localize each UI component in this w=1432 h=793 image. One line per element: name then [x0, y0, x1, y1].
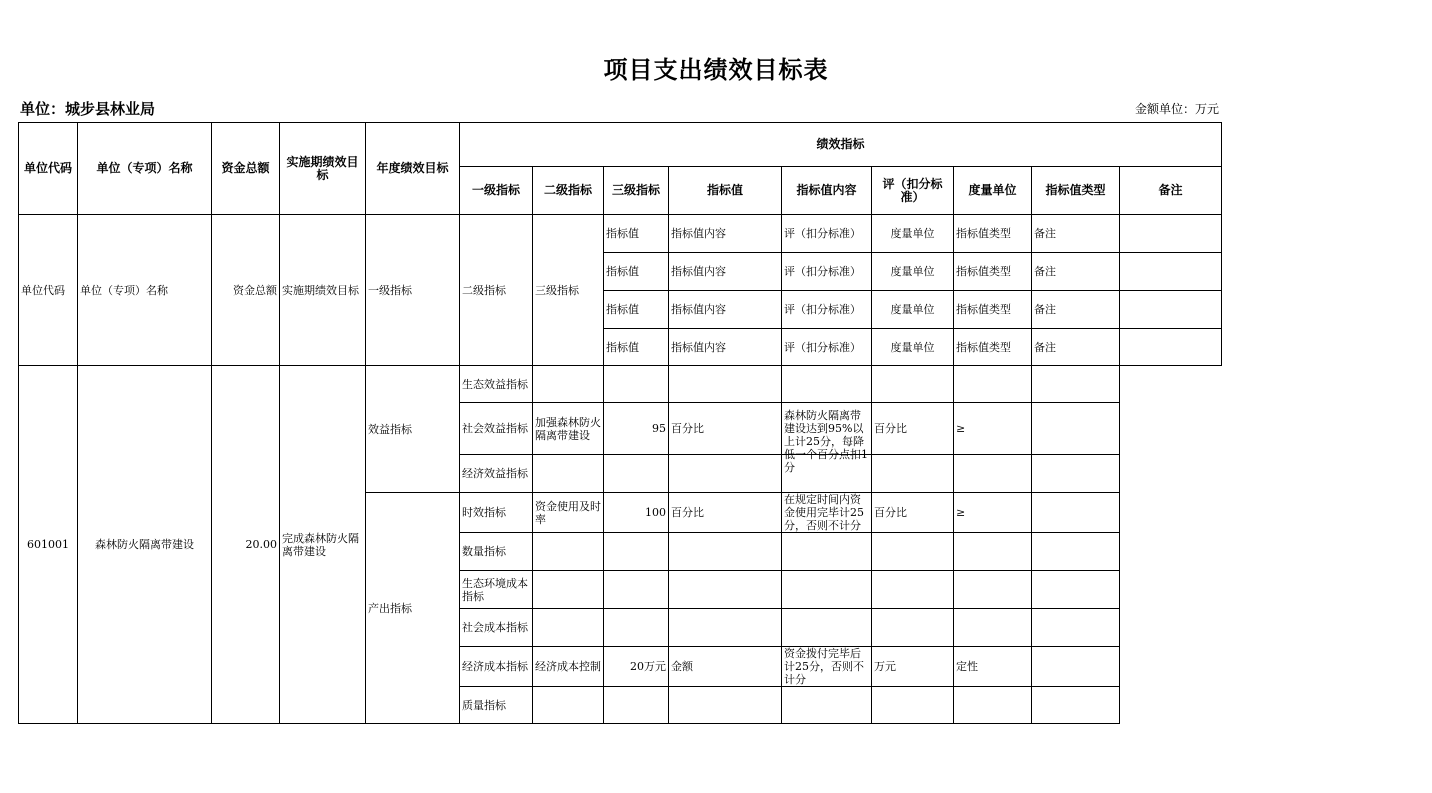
performance-table — [18, 122, 1222, 724]
indicator-level1: 效益指标 — [366, 366, 460, 493]
indicator-value-content — [669, 571, 782, 609]
scoring-text: 在规定时间内资金使用完毕计25分，否则不计分 — [784, 493, 864, 532]
indicator-scoring — [782, 571, 872, 609]
indicator-remark — [1032, 687, 1120, 724]
indicator-measure-unit — [872, 455, 954, 493]
template-cell-level3: 指标值 — [604, 291, 669, 329]
indicator-measure-unit: 万元 — [872, 647, 954, 687]
indicator-remark — [1032, 647, 1120, 687]
indicator-level2: 经济效益指标 — [460, 455, 533, 493]
template-cell-value: 指标值内容 — [669, 253, 782, 291]
indicator-scoring — [782, 687, 872, 724]
template-annual-goal: 一级指标 — [366, 215, 460, 366]
indicator-value-type: ≥ — [954, 403, 1032, 455]
indicator-scoring — [782, 366, 872, 403]
template-cell-value-content: 评（扣分标准） — [782, 253, 872, 291]
template-cell-value: 指标值内容 — [669, 329, 782, 366]
indicator-remark — [1032, 609, 1120, 647]
indicator-scoring — [782, 493, 872, 533]
header-annual-goal: 年度绩效目标 — [366, 123, 460, 215]
indicator-value: 95 — [604, 403, 669, 455]
template-level2: 三级指标 — [533, 215, 604, 366]
header-remark: 备注 — [1120, 167, 1222, 215]
indicator-value-type — [954, 687, 1032, 724]
indicator-level3 — [533, 687, 604, 724]
indicator-remark — [1032, 493, 1120, 533]
scoring-text: 森林防火隔离带建设达到95%以上计25分，每降低一个百分点扣1分 — [784, 408, 868, 474]
indicator-value: 20万元 — [604, 647, 669, 687]
indicator-value-content: 金额 — [669, 647, 782, 687]
template-cell-remark — [1120, 291, 1222, 329]
project-unit-code: 601001 — [19, 366, 78, 724]
template-cell-scoring: 度量单位 — [872, 215, 954, 253]
indicator-value — [604, 533, 669, 571]
indicator-value — [604, 571, 669, 609]
header-period-goal: 实施期绩效目标 — [280, 123, 366, 215]
indicator-measure-unit — [872, 366, 954, 403]
indicator-value-content: 百分比 — [669, 403, 782, 455]
template-cell-value-type: 备注 — [1032, 253, 1120, 291]
template-cell-value-type: 备注 — [1032, 291, 1120, 329]
indicator-measure-unit — [872, 533, 954, 571]
indicator-value-type — [954, 366, 1032, 403]
amount-unit-label: 金额单位：万元 — [1134, 102, 1219, 116]
indicator-value-content — [669, 366, 782, 403]
indicator-scoring — [782, 609, 872, 647]
template-cell-level3: 指标值 — [604, 215, 669, 253]
indicator-level3 — [533, 609, 604, 647]
indicator-level3: 经济成本控制 — [533, 647, 604, 687]
indicator-value — [604, 687, 669, 724]
header-total-funds: 资金总额 — [212, 123, 280, 215]
template-cell-remark — [1120, 329, 1222, 366]
project-period-goal: 完成森林防火隔离带建设 — [280, 366, 366, 724]
indicator-value: 100 — [604, 493, 669, 533]
indicator-value-type: ≥ — [954, 493, 1032, 533]
indicator-level3: 资金使用及时率 — [533, 493, 604, 533]
indicator-scoring — [782, 403, 872, 474]
template-cell-value-type: 备注 — [1032, 215, 1120, 253]
header-unit-name: 单位（专项）名称 — [78, 123, 212, 215]
unit-label: 单位：城步县林业局 — [20, 100, 156, 118]
project-unit-name: 森林防火隔离带建设 — [78, 366, 212, 724]
template-cell-value-content: 评（扣分标准） — [782, 329, 872, 366]
template-period-goal: 实施期绩效目标 — [280, 215, 366, 366]
page-title: 项目支出绩效目标表 — [603, 55, 829, 84]
indicator-value-type: 定性 — [954, 647, 1032, 687]
indicator-value-type — [954, 609, 1032, 647]
template-cell-value-content: 评（扣分标准） — [782, 291, 872, 329]
indicator-level3: 加强森林防火隔离带建设 — [533, 403, 604, 455]
indicator-value — [604, 609, 669, 647]
indicator-remark — [1032, 533, 1120, 571]
indicator-measure-unit: 百分比 — [872, 403, 954, 455]
indicator-measure-unit — [872, 571, 954, 609]
indicator-value-content — [669, 687, 782, 724]
indicator-level2: 社会成本指标 — [460, 609, 533, 647]
template-cell-measure-unit: 指标值类型 — [954, 329, 1032, 366]
indicator-remark — [1032, 403, 1120, 455]
indicator-value-type — [954, 455, 1032, 493]
indicator-level2: 经济成本指标 — [460, 647, 533, 687]
indicator-value — [604, 366, 669, 403]
indicator-level3 — [533, 533, 604, 571]
indicator-value-content — [669, 609, 782, 647]
template-cell-measure-unit: 指标值类型 — [954, 291, 1032, 329]
header-level3: 三级指标 — [604, 167, 669, 215]
template-cell-scoring: 度量单位 — [872, 329, 954, 366]
template-cell-remark — [1120, 253, 1222, 291]
template-cell-value: 指标值内容 — [669, 291, 782, 329]
indicator-remark — [1032, 455, 1120, 493]
indicator-value-content: 百分比 — [669, 493, 782, 533]
template-total-funds: 资金总额 — [212, 215, 280, 366]
template-cell-level3: 指标值 — [604, 253, 669, 291]
indicator-level1: 产出指标 — [366, 493, 460, 724]
indicator-remark — [1032, 571, 1120, 609]
indicator-level2: 数量指标 — [460, 533, 533, 571]
indicator-scoring — [782, 647, 872, 687]
indicator-level2: 时效指标 — [460, 493, 533, 533]
indicator-measure-unit: 百分比 — [872, 493, 954, 533]
header-scoring: 评（扣分标准） — [872, 167, 954, 215]
indicator-value-content — [669, 455, 782, 493]
indicator-value-content — [669, 533, 782, 571]
project-total-funds: 20.00 — [212, 366, 280, 724]
indicator-level3 — [533, 455, 604, 493]
template-unit-name: 单位（专项）名称 — [78, 215, 212, 366]
indicator-value-type — [954, 533, 1032, 571]
indicator-scoring — [782, 533, 872, 571]
template-cell-scoring: 度量单位 — [872, 253, 954, 291]
template-cell-measure-unit: 指标值类型 — [954, 253, 1032, 291]
template-cell-remark — [1120, 215, 1222, 253]
template-level1: 二级指标 — [460, 215, 533, 366]
indicator-level3 — [533, 366, 604, 403]
indicator-level2: 生态环境成本指标 — [460, 571, 533, 609]
indicator-measure-unit — [872, 609, 954, 647]
indicator-value — [604, 455, 669, 493]
header-value-content: 指标值内容 — [782, 167, 872, 215]
header-indicators: 绩效指标 — [460, 123, 1222, 167]
header-level2: 二级指标 — [533, 167, 604, 215]
template-cell-measure-unit: 指标值类型 — [954, 215, 1032, 253]
template-cell-value-content: 评（扣分标准） — [782, 215, 872, 253]
template-unit-code: 单位代码 — [19, 215, 78, 366]
scoring-text: 资金拨付完毕后计25分，否则不计分 — [784, 647, 864, 686]
template-cell-scoring: 度量单位 — [872, 291, 954, 329]
indicator-level3 — [533, 571, 604, 609]
header-value: 指标值 — [669, 167, 782, 215]
indicator-level2: 社会效益指标 — [460, 403, 533, 455]
header-unit-code: 单位代码 — [19, 123, 78, 215]
indicator-remark — [1032, 366, 1120, 403]
indicator-measure-unit — [872, 687, 954, 724]
indicator-level2: 质量指标 — [460, 687, 533, 724]
template-cell-value-type: 备注 — [1032, 329, 1120, 366]
template-cell-value: 指标值内容 — [669, 215, 782, 253]
header-level1: 一级指标 — [460, 167, 533, 215]
indicator-level2: 生态效益指标 — [460, 366, 533, 403]
indicator-value-type — [954, 571, 1032, 609]
template-cell-level3: 指标值 — [604, 329, 669, 366]
header-measure-unit: 度量单位 — [954, 167, 1032, 215]
table-row — [19, 366, 1222, 403]
header-value-type: 指标值类型 — [1032, 167, 1120, 215]
